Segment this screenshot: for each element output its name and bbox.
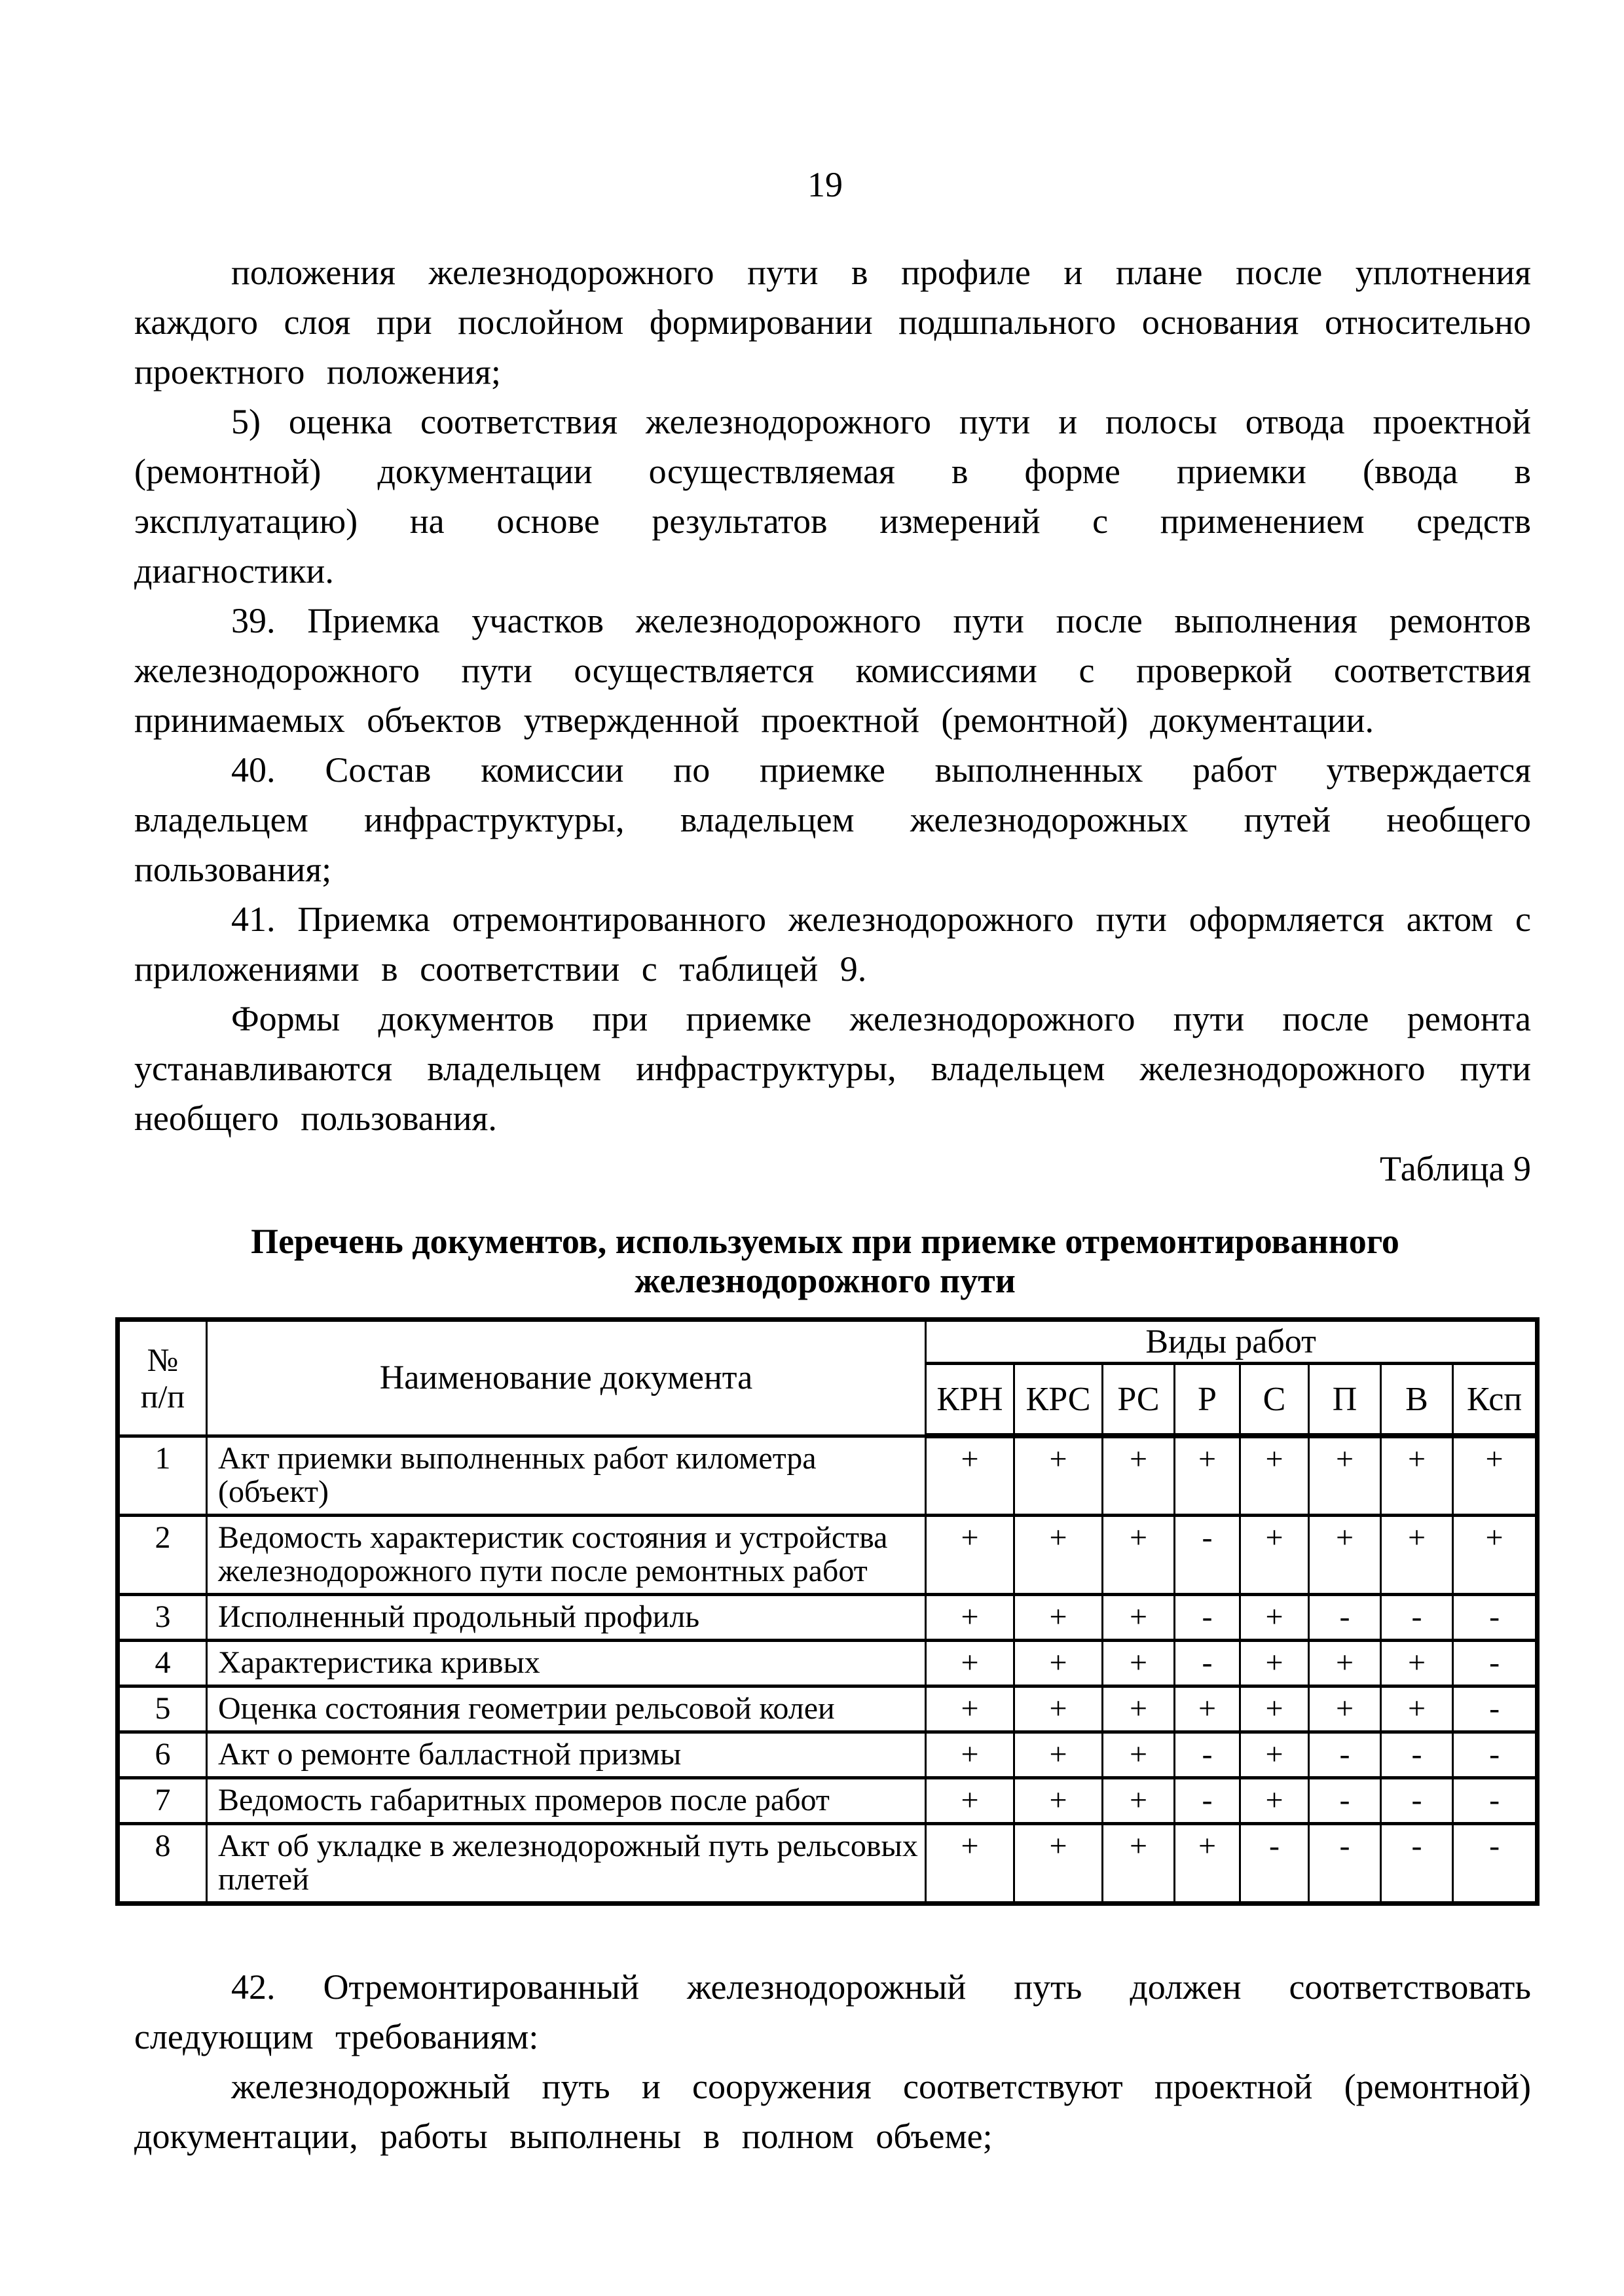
work-mark-cell: + (926, 1515, 1014, 1594)
work-mark-cell: + (1240, 1640, 1309, 1686)
work-mark-cell: - (1175, 1732, 1240, 1777)
work-mark-cell: + (1175, 1823, 1240, 1903)
table-row (118, 1777, 1538, 1823)
row-number-cell: 1 (118, 1436, 207, 1515)
document-name-cell: Акт приемки выполненных работ километра (объект) (207, 1436, 926, 1515)
work-mark-cell: + (926, 1436, 1014, 1515)
body-paragraph: Формы документов при приемке железнодорожного пути после ремонта устанавливаются владельцем инфраструктуры, владельцем железнодорожного пути необщего пользования. (134, 999, 1531, 1138)
work-mark-cell: - (1175, 1777, 1240, 1823)
document-name-cell: Акт об укладке в железнодорожный путь рельсовых плетей (207, 1823, 926, 1903)
col-header-number-line2: п/п (140, 1377, 185, 1415)
row-number-cell: 3 (118, 1594, 207, 1640)
table-title-text: Перечень документов, используемых при приемке отремонтированного железнодорожного пути (251, 1222, 1399, 1300)
work-mark-cell: - (1381, 1777, 1453, 1823)
documents-table-body (118, 1436, 1538, 1903)
table-row (118, 1732, 1538, 1777)
row-number-cell: 6 (118, 1732, 207, 1777)
work-mark-cell: + (1240, 1732, 1309, 1777)
work-mark-cell: + (1453, 1436, 1538, 1515)
work-mark-cell: + (1240, 1777, 1309, 1823)
work-mark-cell: + (1175, 1686, 1240, 1732)
document-name-cell: Исполненный продольный профиль (207, 1594, 926, 1640)
document-name-cell: Акт о ремонте балластной призмы (207, 1732, 926, 1777)
documents-table (115, 1317, 1540, 1906)
work-mark-cell: + (1103, 1823, 1175, 1903)
work-mark-cell: + (1309, 1640, 1381, 1686)
work-mark-cell: - (1175, 1640, 1240, 1686)
work-mark-cell: + (1453, 1515, 1538, 1594)
work-mark-cell: + (1381, 1640, 1453, 1686)
work-mark-cell: + (1240, 1686, 1309, 1732)
work-mark-cell: + (926, 1640, 1014, 1686)
work-mark-cell: + (1103, 1515, 1175, 1594)
work-mark-cell: - (1381, 1823, 1453, 1903)
col-header-number (118, 1320, 207, 1436)
work-mark-cell: + (1309, 1686, 1381, 1732)
work-mark-cell: - (1453, 1732, 1538, 1777)
work-mark-cell: + (1103, 1594, 1175, 1640)
table-row (118, 1823, 1538, 1903)
row-number-cell: 4 (118, 1640, 207, 1686)
work-mark-cell: + (1014, 1823, 1103, 1903)
work-mark-cell: + (926, 1686, 1014, 1732)
work-mark-cell: - (1175, 1594, 1240, 1640)
table-caption-label: Таблица 9 (1380, 1149, 1531, 1188)
work-mark-cell: + (1014, 1594, 1103, 1640)
body-paragraph: 40. Состав комиссии по приемке выполненных работ утверждается владельцем инфраструктуры, владельцем железнодорожных путей необщего пользования; (134, 750, 1531, 889)
work-mark-cell: + (1014, 1640, 1103, 1686)
work-mark-cell: + (1014, 1777, 1103, 1823)
col-header-work-type: С (1240, 1364, 1309, 1436)
col-header-work-type: Ксп (1453, 1364, 1538, 1436)
body-paragraph: 42. Отремонтированный железнодорожный путь должен соответствовать следующим требованиям: (134, 1967, 1531, 2056)
work-mark-cell: + (1175, 1436, 1240, 1515)
col-header-work-type: РС (1103, 1364, 1175, 1436)
col-header-work-type: П (1309, 1364, 1381, 1436)
work-mark-cell: + (1103, 1436, 1175, 1515)
row-number-cell: 8 (118, 1823, 207, 1903)
work-mark-cell: + (1014, 1515, 1103, 1594)
work-mark-cell: + (1381, 1686, 1453, 1732)
table-row (118, 1594, 1538, 1640)
row-number-cell: 5 (118, 1686, 207, 1732)
row-number-cell: 2 (118, 1515, 207, 1594)
work-mark-cell: + (1309, 1436, 1381, 1515)
row-number-cell: 7 (118, 1777, 207, 1823)
table-row (118, 1515, 1538, 1594)
work-mark-cell: + (1014, 1436, 1103, 1515)
body-paragraph: 39. Приемка участков железнодорожного пути после выполнения ремонтов железнодорожного пути осуществляется комиссиями с проверкой соответствия принимаемых объектов утвержденной проектной (ремонтной) документации. (134, 601, 1531, 740)
col-header-number-line1: № (147, 1341, 179, 1378)
work-mark-cell: - (1309, 1777, 1381, 1823)
table-title (115, 1222, 1535, 1300)
col-header-document-name: Наименование документа (207, 1320, 926, 1436)
page-number: 19 (807, 165, 843, 204)
table-row (118, 1686, 1538, 1732)
body-paragraph: положения железнодорожного пути в профиле и плане после уплотнения каждого слоя при послойном формировании подшпального основания относительно проектного положения; (134, 253, 1531, 392)
work-mark-cell: + (1014, 1732, 1103, 1777)
document-name-cell: Ведомость габаритных промеров после работ (207, 1777, 926, 1823)
after-table-text (134, 1962, 1531, 2161)
work-mark-cell: - (1381, 1732, 1453, 1777)
document-name-cell: Характеристика кривых (207, 1640, 926, 1686)
work-mark-cell: + (1103, 1640, 1175, 1686)
work-mark-cell: + (926, 1594, 1014, 1640)
work-mark-cell: - (1309, 1594, 1381, 1640)
body-paragraph: 5) оценка соответствия железнодорожного пути и полосы отвода проектной (ремонтной) документации осуществляемая в форме приемки (ввода в эксплуатацию) на основе результатов измерений с применением средств диагностики. (134, 402, 1531, 591)
work-mark-cell: - (1453, 1686, 1538, 1732)
work-mark-cell: - (1381, 1594, 1453, 1640)
page-content (115, 0, 1535, 2161)
table-row (118, 1640, 1538, 1686)
col-header-work-type: В (1381, 1364, 1453, 1436)
work-mark-cell: - (1175, 1515, 1240, 1594)
work-mark-cell: + (926, 1777, 1014, 1823)
body-paragraph: 41. Приемка отремонтированного железнодорожного пути оформляется актом с приложениями в соответствии с таблицей 9. (134, 900, 1531, 989)
work-mark-cell: + (1309, 1515, 1381, 1594)
document-name-cell: Ведомость характеристик состояния и устройства железнодорожного пути после ремонтных работ (207, 1515, 926, 1594)
col-header-work-type: КРС (1014, 1364, 1103, 1436)
work-mark-cell: - (1453, 1823, 1538, 1903)
work-mark-cell: - (1309, 1732, 1381, 1777)
work-mark-cell: + (1103, 1777, 1175, 1823)
work-mark-cell: - (1240, 1823, 1309, 1903)
work-mark-cell: + (926, 1823, 1014, 1903)
work-mark-cell: - (1453, 1594, 1538, 1640)
body-text (134, 247, 1531, 1143)
col-header-work-types-group: Виды работ (926, 1320, 1538, 1364)
work-mark-cell: + (1103, 1732, 1175, 1777)
work-mark-cell: + (1381, 1436, 1453, 1515)
work-mark-cell: + (926, 1732, 1014, 1777)
work-mark-cell: + (1240, 1515, 1309, 1594)
work-mark-cell: - (1453, 1777, 1538, 1823)
work-mark-cell: + (1381, 1515, 1453, 1594)
work-mark-cell: - (1309, 1823, 1381, 1903)
document-name-cell: Оценка состояния геометрии рельсовой колеи (207, 1686, 926, 1732)
work-mark-cell: + (1014, 1686, 1103, 1732)
table-row (118, 1436, 1538, 1515)
work-mark-cell: + (1240, 1436, 1309, 1515)
col-header-work-type: Р (1175, 1364, 1240, 1436)
col-header-work-type: КРН (926, 1364, 1014, 1436)
body-paragraph: железнодорожный путь и сооружения соответствуют проектной (ремонтной) документации, работы выполнены в полном объеме; (134, 2066, 1531, 2156)
work-mark-cell: + (1240, 1594, 1309, 1640)
work-mark-cell: - (1453, 1640, 1538, 1686)
work-mark-cell: + (1103, 1686, 1175, 1732)
